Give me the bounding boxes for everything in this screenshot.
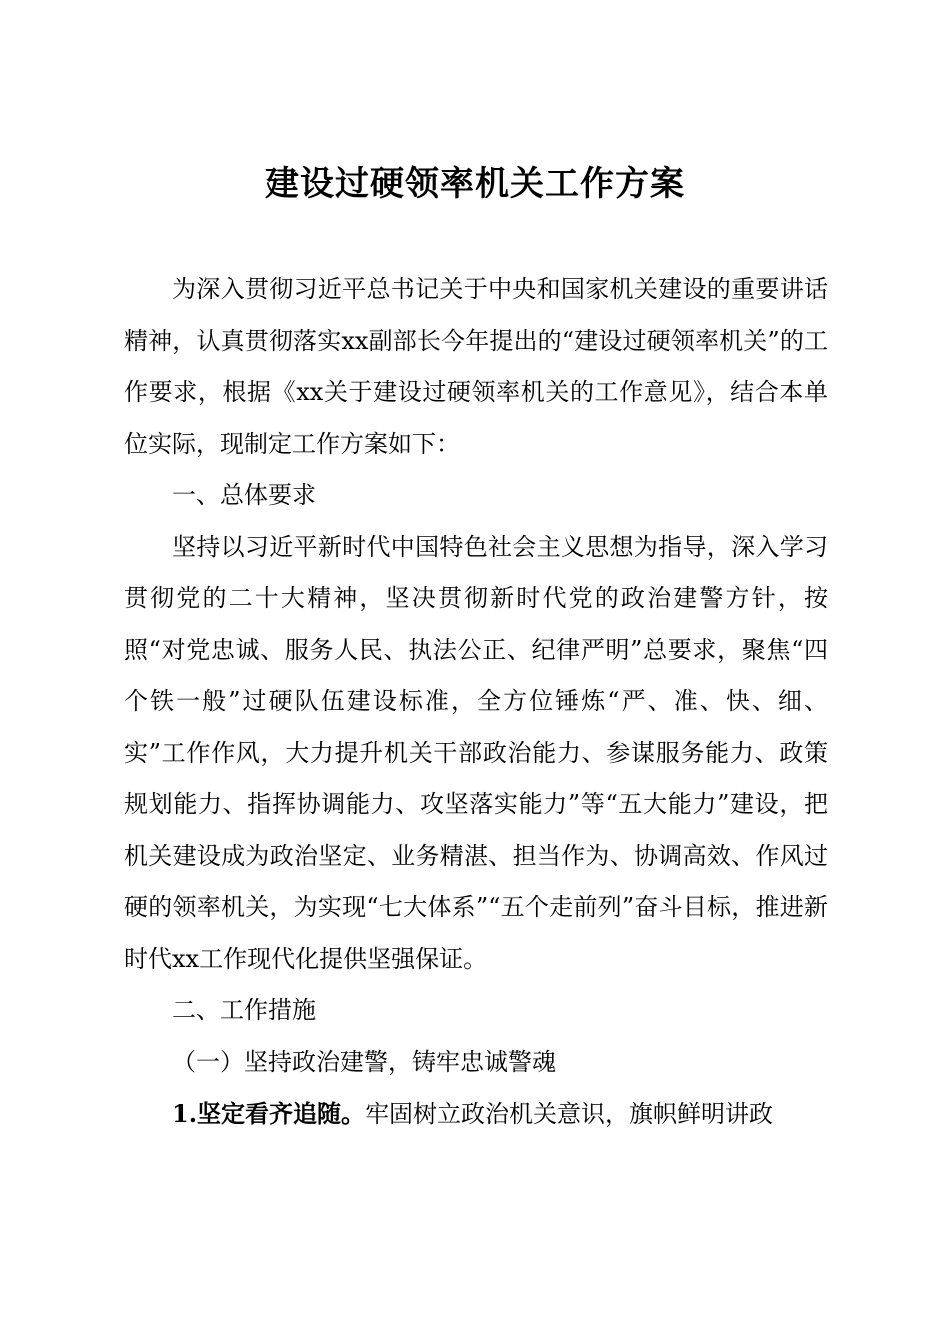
- general-requirements-paragraph: 坚持以习近平新时代中国特色社会主义思想为指导，深入学习贯彻党的二十大精神，坚决贯彻新时代党的政治建警方针，按照“对党忠诚、服务人民、执法公正、纪律严明”总要求，聚焦“四个铁一般”过硬队伍建设标准，全方位锤炼“严、准、快、细、实”工作作风，大力提升机关干部政治能力、参谋服务能力、政策规划能力、指挥协调能力、攻坚落实能力”等“五大能力”建设，把机关建设成为政治坚定、业务精湛、担当作为、协调高效、作风过硬的领率机关，为实现“七大体系”“五个走前列”奋斗目标，推进新时代xx工作现代化提供坚强保证。: [124, 532, 828, 973]
- subsection-heading-political-policing: （一）坚持政治建警，铸牢忠诚警魂: [172, 1047, 556, 1076]
- section-heading-work-measures: 二、工作措施: [172, 996, 316, 1024]
- document-title: 建设过硬领率机关工作方案: [265, 164, 685, 204]
- section-heading-general-requirements: 一、总体要求: [172, 481, 316, 509]
- item-paragraph-1: [124, 1088, 828, 1141]
- document-body: [124, 264, 828, 1141]
- intro-paragraph: 为深入贯彻习近平总书记关于中央和国家机关建设的重要讲话精神，认真贯彻落实xx副部长今年提出的“建设过硬领率机关”的工作要求，根据《xx关于建设过硬领率机关的工作意见》，结合本单位实际，现制定工作方案如下：: [124, 275, 828, 458]
- item-1-lead: 1.坚定看齐追随。: [172, 1099, 366, 1128]
- item-1-text: 牢固树立政治机关意识，旗帜鲜明讲政: [365, 1100, 774, 1128]
